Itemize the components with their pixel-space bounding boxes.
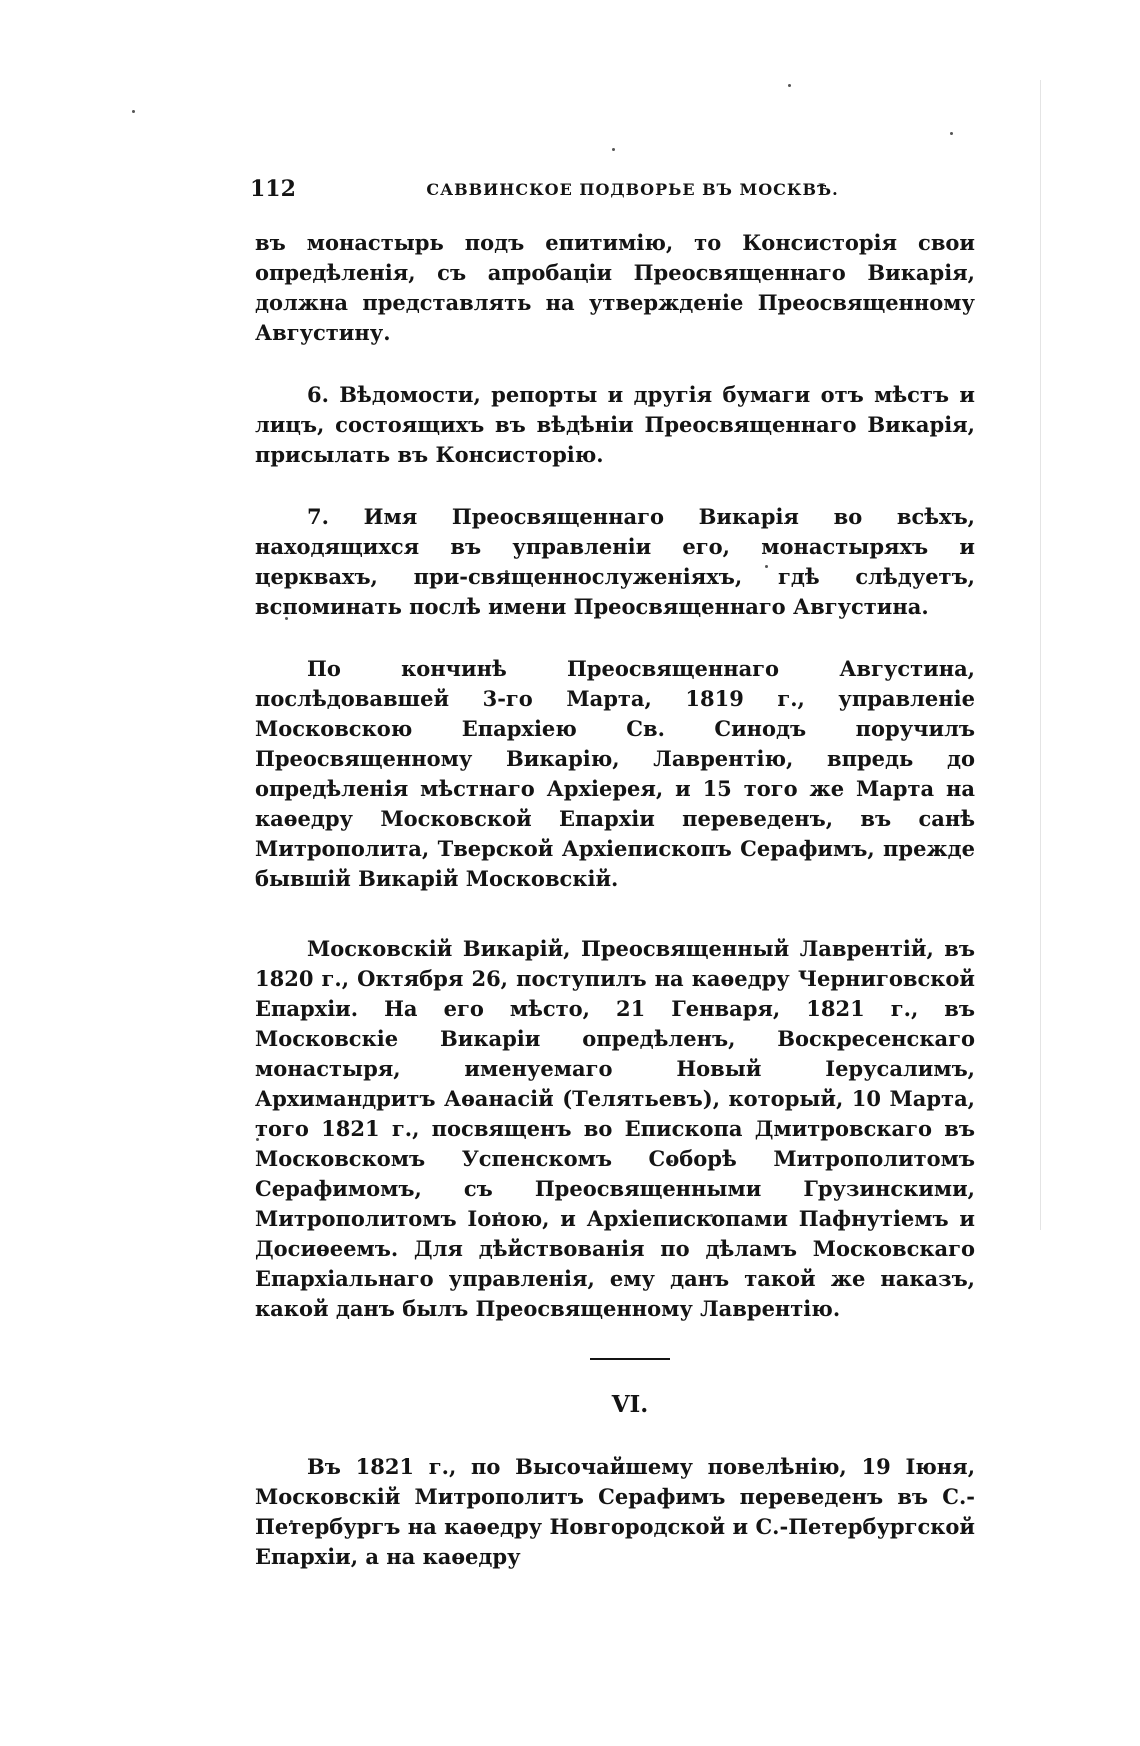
paragraph-item-6: 6. Вѣдомости, репорты и другія бумаги отъ мѣстъ и лицъ, состоящихъ въ вѣдѣніи Преосвященнаго Викарія, присылать въ Консисторію. <box>255 382 975 467</box>
page-header <box>250 176 975 206</box>
page-number: 112 <box>250 176 296 202</box>
running-title: САВВИНСКОЕ ПОДВОРЬЕ ВЪ МОСКВѢ. <box>426 180 839 199</box>
paragraph-item-7: 7. Имя Преосвященнаго Викарія во всѣхъ, находящихся въ управленіи его, монастыряхъ и церквахъ, при-священнослуженіяхъ, гдѣ слѣдуетъ, вспоминать послѣ имени Преосвященнаго Августина. <box>255 504 975 619</box>
paragraph-vicar-lavrentiy: Московскій Викарій, Преосвященный Лаврентій, въ 1820 г., Октября 26, поступилъ на каѳедру Черниговской Епархіи. На его мѣсто, 21 Генваря, 1821 г., въ Московскіе Викаріи опредѣленъ, Воскресенскаго монастыря, именуемаго Новый Іерусалимъ, Архимандритъ Аѳанасій (Телятьевъ), который, 10 Марта, того 1821 г., посвященъ во Епископа Дмитровскаго въ Московскомъ Успенскомъ Соборѣ Митрополитомъ Серафимомъ, съ Преосвященными Грузинскими, Митрополитомъ Іоною, и Архіепископами Пафнутіемъ и Досиѳеемъ. Для дѣйствованія по дѣламъ Московскаго Епархіальнаго управленія, ему данъ такой же наказъ, какой данъ былъ Преосвященному Лаврентію. <box>255 936 975 1321</box>
page-edge-shadow <box>1040 80 1041 1230</box>
section-heading: VI. <box>611 1391 649 1418</box>
paragraph-continuation: въ монастырь подъ епитимію, то Консисторія свои опредѣленія, съ апробаціи Преосвященнаго Викарія, должна представлять на утвержденіе Преосвященному Августину. <box>255 230 975 345</box>
paragraph-section-vi: Въ 1821 г., по Высочайшему повелѣнію, 19 Іюня, Московскій Митрополитъ Серафимъ переведенъ въ С.-Петербургъ на каѳедру Новгородской и С.-Петербургской Епархіи, а на каѳедру <box>255 1454 975 1569</box>
print-speck <box>950 132 953 135</box>
print-speck <box>132 110 135 113</box>
body-text <box>255 228 975 1572</box>
print-speck <box>612 148 615 151</box>
print-speck <box>788 84 791 87</box>
paragraph-augustine-death: По кончинѣ Преосвященнаго Августина, послѣдовавшей 3-го Марта, 1819 г., управленіе Московскою Епархіею Св. Синодъ поручилъ Преосвященному Викарію, Лаврентію, впредь до опредѣленія мѣстнаго Архіерея, и 15 того же Марта на каѳедру Московской Епархіи переведенъ, въ санѣ Митрополита, Тверской Архіепископъ Серафимъ, прежде бывшій Викарій Московскій. <box>255 656 975 891</box>
section-divider-rule <box>590 1358 670 1360</box>
